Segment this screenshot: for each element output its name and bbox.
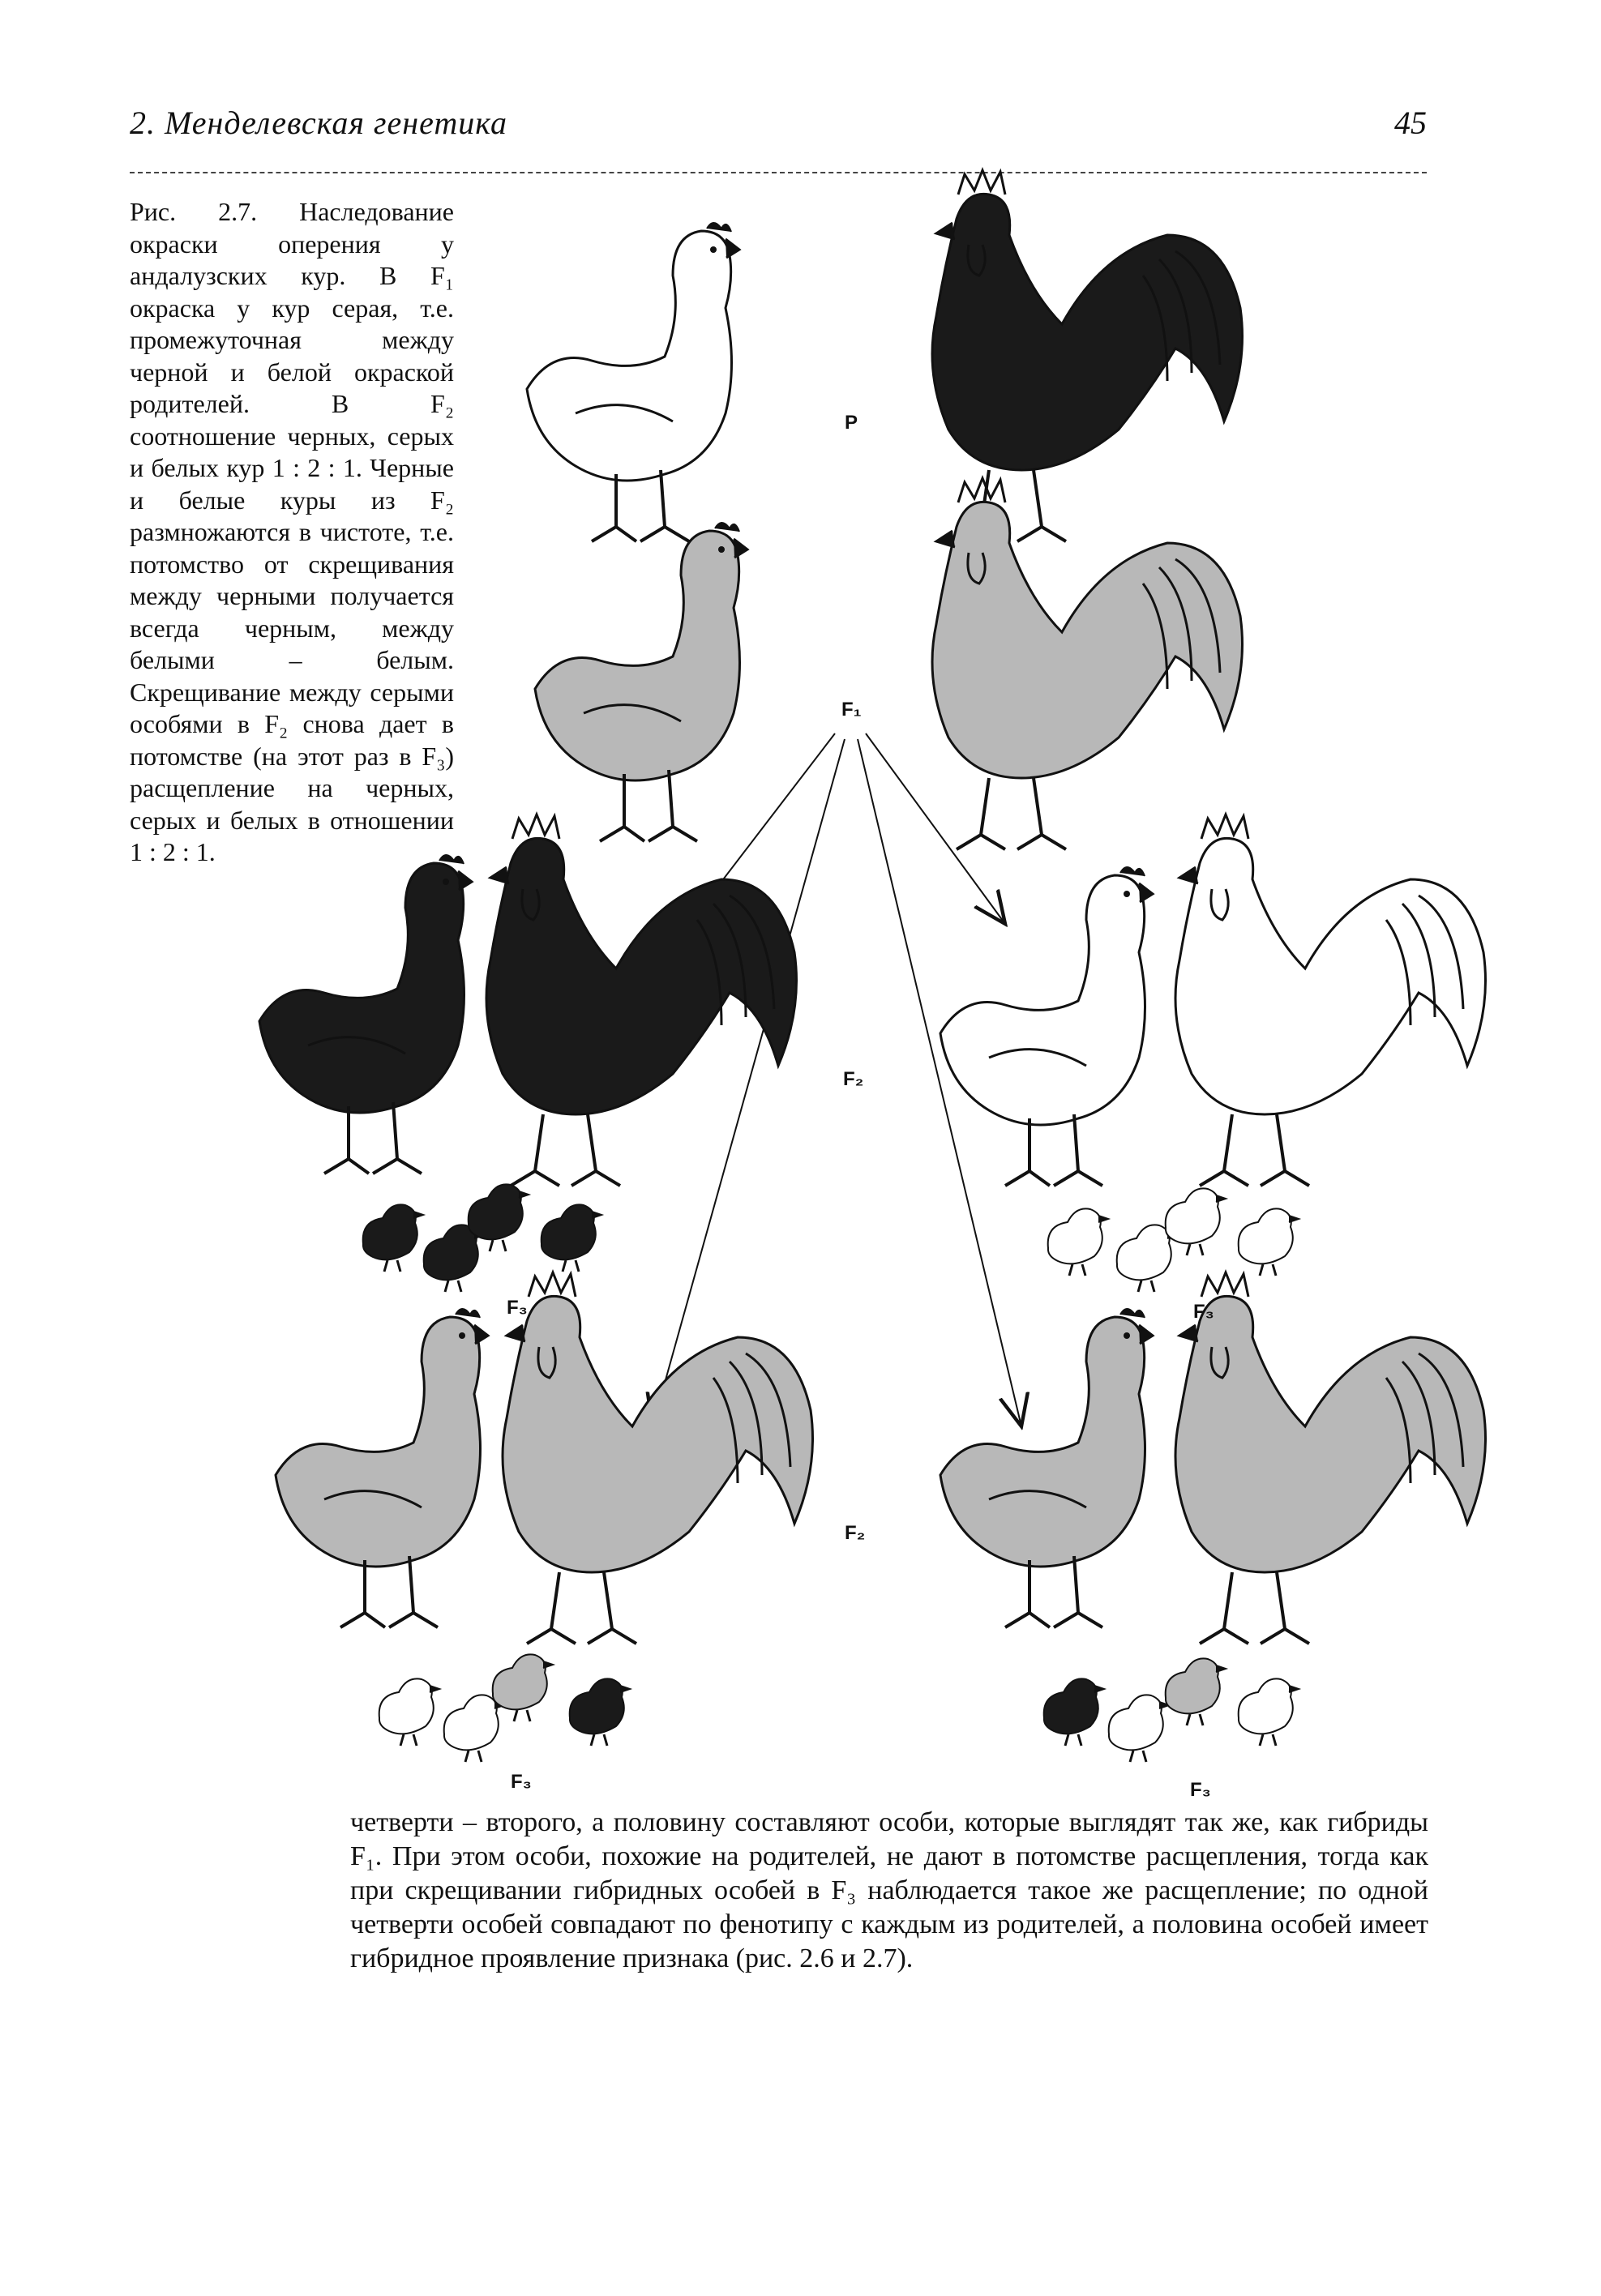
label-f3-grey-right: F₃	[1190, 1779, 1211, 1801]
f3-white-chick	[379, 1678, 439, 1746]
page-number: 45	[1394, 105, 1427, 141]
chapter-title: 2. Менделевская генетика	[130, 105, 507, 141]
f2-grey-hen-right	[940, 1309, 1153, 1627]
f1-grey-rooster	[932, 478, 1243, 849]
label-f3-black: F₃	[507, 1297, 528, 1319]
label-p: P	[845, 412, 858, 434]
body-text	[350, 1806, 1428, 1976]
label-f3-grey-left: F₃	[511, 1771, 532, 1793]
f3-white-chick	[444, 1695, 504, 1762]
f3-white-chick	[1048, 1208, 1108, 1276]
f3-black-chick	[1044, 1678, 1104, 1746]
f2-black-rooster	[486, 815, 797, 1186]
f3-white-chick	[1166, 1188, 1226, 1255]
f3-white-chick	[1109, 1695, 1169, 1762]
f2-white-hen	[940, 867, 1153, 1186]
f3-black-chick	[570, 1678, 630, 1746]
figure-caption	[130, 196, 454, 869]
label-f1: F₁	[841, 699, 862, 720]
f3-white-chick	[1239, 1678, 1299, 1746]
f2-grey-rooster-right	[1175, 1272, 1486, 1644]
label-f3-white: F₃	[1193, 1301, 1214, 1323]
label-f2-top: F₂	[843, 1068, 864, 1090]
f3-grey-chick	[1166, 1658, 1226, 1725]
f3-black-chick	[363, 1204, 423, 1272]
f1-grey-hen	[535, 523, 747, 841]
f3-black-chick	[542, 1204, 601, 1272]
f2-black-hen	[259, 855, 472, 1174]
f3-grey-chick	[493, 1654, 553, 1721]
f3-black-chick	[469, 1184, 529, 1251]
f2-grey-rooster-left	[503, 1272, 813, 1644]
f2-grey-hen-left	[276, 1309, 488, 1627]
body-paragraph: четверти – второго, а половину составляют особи, которые выглядят так же, как гибриды F₁. При этом особи, похожие на родителей, не дают в потомстве расщепления, тогда как при скрещивании гибридных особей в F₃ наблюдается такое же расщепление; по одной четверти особей совпадают по фенотипу с каждым из родителей, а половина особей имеет гибридное проявление признака (рис. 2.6 и 2.7).	[350, 1807, 1428, 1973]
arrow-to-grey-pair-left	[653, 739, 845, 1426]
figure-caption-text: Рис. 2.7. Наследование окраски оперения у андалузских кур. В F₁ окраска у кур серая, т.е. промежуточная между черной и белой окраской родителей. В F₂ соотношение черных, серых и белых кур 1 : 2 : 1. Черные и белые куры из F₂ размножаются в чистоте, т.е. потомство от скрещивания между черными получается всегда черным, между белыми – белым. Скрещивание между серыми особями в F₂ снова дает в потомстве (на этот раз в F₃) расщепление на черных, серых и белых в отношении 1 : 2 : 1.	[130, 197, 454, 866]
f3-white-chick	[1239, 1208, 1299, 1276]
parent-white-hen	[527, 223, 739, 541]
f2-white-rooster	[1175, 815, 1486, 1186]
label-f2-bottom: F₂	[845, 1522, 866, 1544]
